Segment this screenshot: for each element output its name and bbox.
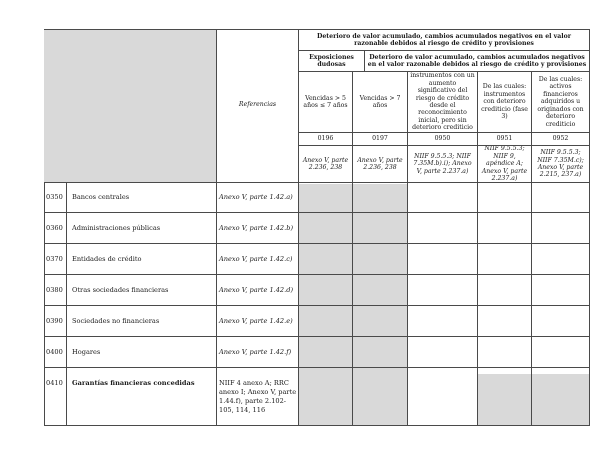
row-ref: Anexo V, parte 1.42.f): [219, 348, 292, 356]
rule: [44, 212, 590, 213]
row-code: 0360: [46, 224, 63, 232]
rule: [44, 336, 590, 337]
row-code: 0390: [46, 317, 63, 325]
row-ref: Anexo V, parte 1.42.c): [219, 255, 293, 263]
row-label: Hogares: [72, 348, 101, 356]
top-header-title: Deterioro de valor acumulado, cambios acumulados negativos en el valor razonable debidos al riesgo de crédito y provisiones: [317, 32, 571, 47]
row-code: 0370: [46, 255, 63, 263]
col-code-0951: 0951: [496, 135, 513, 143]
row-label: Bancos centrales: [72, 193, 130, 201]
rule: [44, 243, 590, 244]
rule: [216, 29, 217, 425]
referencias-header: Referencias: [238, 101, 277, 109]
row-ref: Anexo V, parte 1.42.a): [219, 193, 293, 201]
row-ref: Anexo V, parte 1.42.e): [219, 317, 293, 325]
grey-block-0410-0951-0952: [477, 374, 590, 425]
col-ref-0950: NIIF 9.5.5.3; NIIF 7.35M.b).i); Anexo V, parte 2.237.a): [413, 152, 472, 175]
col-ref-0951: NIIF 9.5.5.3; NIIF 9, apéndice A; Anexo V, parte 2.237.a): [481, 146, 528, 182]
row-ref: Anexo V, parte 1.42.b): [219, 224, 294, 232]
rule: [44, 425, 590, 426]
row-label: Sociedades no financieras: [72, 317, 160, 325]
col-label-0196: Vencidas > 5 años ≤ 7 años: [303, 94, 348, 109]
row-label: Entidades de crédito: [72, 255, 142, 263]
col-code-0196: 0196: [317, 135, 334, 143]
row-ref: Anexo V, parte 1.42.d): [219, 286, 294, 294]
rule: [44, 182, 45, 425]
col-label-0951: De las cuales: instrumentos con deterioro crediticio (fase 3): [481, 83, 528, 121]
row-code: 0350: [46, 193, 63, 201]
row-label: Otras sociedades financieras: [72, 286, 169, 294]
rule: [44, 305, 590, 306]
rule: [44, 367, 590, 368]
col-code-0197: 0197: [372, 135, 388, 143]
row-code: 0410: [46, 379, 63, 387]
row-ref: NIIF 4 anexo A; RRC anexo I; Anexo V, parte 1.44.f), parte 2.102-105, 114, 116: [219, 379, 297, 414]
rule: [66, 182, 67, 425]
col-label-0950: instrumentos con un aumento significativo del riesgo de crédito desde el reconocimiento inicial, pero sin deterioro crediticio: [410, 72, 475, 132]
header-blank-block: [44, 29, 216, 182]
col-ref-0952: NIIF 9.5.5.3; NIIF 7.35M.c); Anexo V, parte 2.215, 237.a): [537, 149, 584, 179]
rule: [589, 29, 590, 425]
col-ref-0197: Anexo V, parte 2.236, 238: [357, 156, 403, 171]
rule: [44, 182, 590, 183]
row-label: Administraciones públicas: [72, 224, 161, 232]
col-label-0952: De las cuales: activos financieros adquiridos u originados con deterioro crediticio: [537, 76, 584, 128]
row-code: 0400: [46, 348, 63, 356]
col-label-0197: Vencidas > 7 años: [359, 94, 401, 109]
col-code-0950: 0950: [434, 135, 451, 143]
rule: [44, 274, 590, 275]
row-label: Garantías financieras concedidas: [72, 379, 195, 387]
col-ref-0196: Anexo V, parte 2.236, 238: [302, 156, 349, 171]
row-code: 0380: [46, 286, 63, 294]
sub-header-title: Deterioro de valor acumulado, cambios acumulados negativos en el valor razonable debidos al riesgo de crédito y provisiones: [367, 53, 587, 68]
col-code-0952: 0952: [552, 135, 569, 143]
exposiciones-dudosas-header: Exposiciones dudosas: [309, 53, 354, 68]
